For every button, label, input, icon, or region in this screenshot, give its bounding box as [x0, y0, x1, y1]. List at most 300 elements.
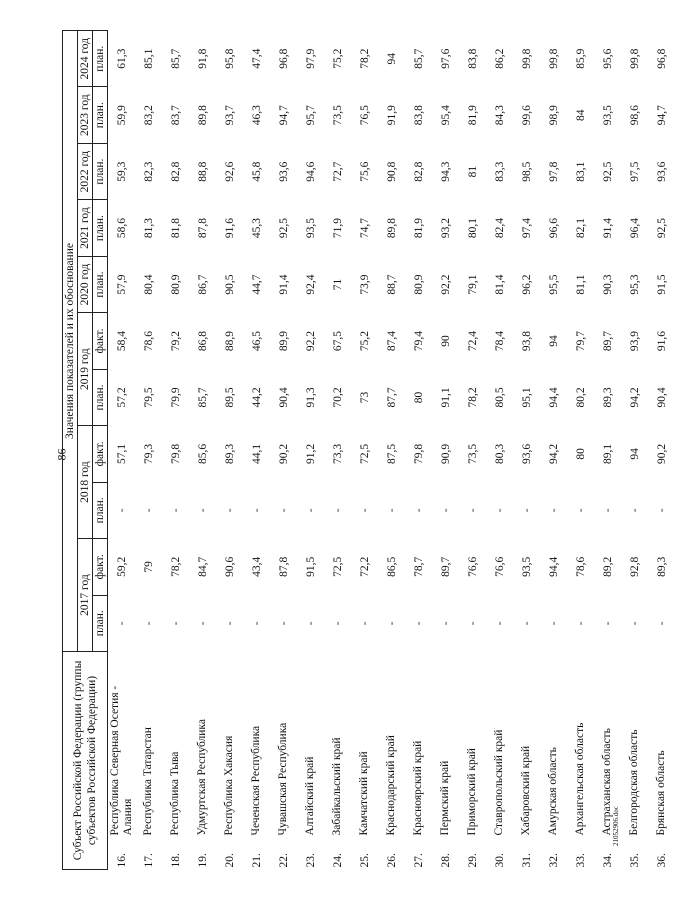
- plan-2022: 59,3: [115, 161, 128, 182]
- subject-name: Чеченская Республика: [250, 725, 262, 836]
- plan-2021: 93,2: [439, 218, 452, 239]
- plan-2022: 98,5: [520, 161, 533, 182]
- fact-2017: 78,7: [412, 556, 425, 577]
- plan-2024: 75,2: [331, 48, 344, 69]
- plan-2020: 96,2: [520, 274, 533, 295]
- plan-2021: 89,8: [385, 218, 398, 239]
- subject-name: Приморский край: [466, 748, 478, 836]
- plan-2018: -: [115, 508, 128, 513]
- plan-2017: -: [520, 621, 533, 626]
- table-row: [432, 31, 459, 870]
- plan-2017: -: [385, 621, 398, 626]
- plan-2023: 83,2: [142, 105, 155, 126]
- row-number: 32.: [547, 853, 560, 868]
- plan-2017: -: [655, 621, 668, 626]
- plan-2024: 83,8: [466, 48, 479, 69]
- header-plan: план.: [93, 200, 108, 256]
- plan-2021: 91,4: [601, 218, 614, 239]
- plan-2019: 91,3: [304, 387, 317, 408]
- header-year: 2021 год: [78, 200, 93, 256]
- plan-2022: 93,6: [277, 161, 290, 182]
- plan-2019: 44,2: [250, 387, 263, 408]
- plan-2019: 91,1: [439, 387, 452, 408]
- subject-name: Брянская область: [655, 750, 667, 836]
- table-row: [135, 31, 162, 870]
- header-year: 2020 год: [78, 256, 93, 312]
- row-number: 33.: [574, 853, 587, 868]
- table-row: [351, 31, 378, 870]
- plan-2020: 91,4: [277, 274, 290, 295]
- fact-2018: 94: [628, 448, 641, 460]
- plan-2022: 83,1: [574, 161, 587, 182]
- plan-2024: 86,2: [493, 48, 506, 69]
- plan-2023: 95,7: [304, 105, 317, 126]
- plan-2021: 87,8: [196, 218, 209, 239]
- row-number: 26.: [385, 853, 398, 868]
- plan-2018: -: [385, 508, 398, 513]
- plan-2018: -: [358, 508, 371, 513]
- plan-2022: 75,6: [358, 161, 371, 182]
- header-year: 2019 год: [78, 313, 93, 426]
- fact-2017: 92,8: [628, 556, 641, 577]
- plan-2021: 91,6: [223, 218, 236, 239]
- plan-2021: 96,6: [547, 218, 560, 239]
- fact-2018: 73,3: [331, 443, 344, 464]
- table-row: [162, 31, 189, 870]
- plan-2019: 90,4: [655, 387, 668, 408]
- plan-2020: 81,1: [574, 274, 587, 295]
- fact-2017: 59,2: [115, 556, 128, 577]
- plan-2021: 92,5: [277, 218, 290, 239]
- plan-2019: 79,9: [169, 387, 182, 408]
- fact-2019: 91,6: [655, 330, 668, 352]
- plan-2022: 72,7: [331, 161, 344, 182]
- plan-2021: 71,9: [331, 218, 344, 239]
- header-plan: план.: [93, 31, 108, 87]
- plan-2024: 91,8: [196, 48, 209, 69]
- plan-2020: 95,3: [628, 274, 641, 295]
- fact-2017: 72,5: [331, 556, 344, 577]
- subject-name: Республика Северная Осетия - Алания: [108, 685, 134, 836]
- table-row: [270, 31, 297, 870]
- plan-2017: -: [358, 621, 371, 626]
- plan-2018: -: [250, 508, 263, 513]
- plan-2020: 90,3: [601, 274, 614, 295]
- fact-2019: 90: [439, 335, 452, 347]
- plan-2020: 88,7: [385, 274, 398, 295]
- row-number: 30.: [493, 853, 506, 868]
- plan-2024: 99,8: [520, 48, 533, 69]
- plan-2024: 85,9: [574, 48, 587, 69]
- plan-2018: -: [547, 508, 560, 513]
- fact-2019: 79,2: [169, 330, 182, 352]
- plan-2019: 80,5: [493, 387, 506, 408]
- subject-name: Амурская область: [547, 747, 559, 836]
- fact-2017: 94,4: [547, 556, 560, 577]
- table-row: [297, 31, 324, 870]
- plan-2023: 73,5: [331, 105, 344, 126]
- plan-2020: 92,4: [304, 274, 317, 295]
- plan-2024: 61,3: [115, 48, 128, 69]
- plan-2020: 73,9: [358, 274, 371, 295]
- plan-2021: 96,4: [628, 218, 641, 239]
- plan-2023: 93,7: [223, 105, 236, 126]
- row-number: 20.: [223, 853, 236, 868]
- plan-2023: 59,9: [115, 105, 128, 126]
- plan-2019: 80: [412, 391, 425, 404]
- plan-2017: -: [547, 621, 560, 626]
- subject-name: Удмуртская Республика: [196, 719, 208, 836]
- subject-name: Республика Татарстан: [142, 727, 154, 836]
- plan-2024: 96,8: [655, 48, 668, 69]
- fact-2018: 85,6: [196, 443, 209, 464]
- plan-2023: 93,5: [601, 105, 614, 126]
- subject-name: Республика Хакасия: [223, 735, 235, 836]
- header-year: 2023 год: [78, 87, 93, 143]
- plan-2021: 82,1: [574, 218, 587, 239]
- plan-2019: 95,1: [520, 387, 533, 408]
- header-fact: факт.: [93, 539, 108, 595]
- plan-2021: 97,4: [520, 218, 533, 239]
- plan-2017: -: [223, 621, 236, 626]
- fact-2019: 93,9: [628, 330, 641, 352]
- plan-2023: 84: [574, 109, 587, 121]
- fact-2017: 78,6: [574, 556, 587, 577]
- plan-2024: 97,9: [304, 48, 317, 69]
- table-row: [216, 31, 243, 870]
- header-year: 2018 год: [78, 426, 93, 539]
- row-number: 18.: [169, 853, 182, 868]
- fact-2019: 88,9: [223, 330, 236, 352]
- plan-2024: 94: [385, 52, 398, 65]
- plan-2022: 45,8: [250, 161, 263, 182]
- plan-2023: 46,3: [250, 105, 263, 126]
- row-number: 24.: [331, 853, 344, 868]
- plan-2022: 83,3: [493, 161, 506, 182]
- plan-2019: 94,4: [547, 387, 560, 408]
- fact-2017: 89,3: [655, 556, 668, 577]
- plan-2024: 96,8: [277, 48, 290, 69]
- fact-2017: 84,7: [196, 556, 209, 577]
- row-number: 36.: [655, 853, 668, 868]
- row-number: 17.: [142, 853, 155, 868]
- plan-2023: 99,6: [520, 105, 533, 126]
- page-number: 86: [54, 448, 69, 461]
- plan-2024: 99,8: [547, 48, 560, 69]
- fact-2018: 44,1: [250, 443, 263, 464]
- fact-2019: 78,4: [493, 330, 506, 352]
- plan-2021: 81,9: [412, 218, 425, 239]
- fact-2018: 90,2: [277, 443, 290, 464]
- fact-2018: 90,9: [439, 443, 452, 464]
- fact-2018: 89,1: [601, 443, 614, 464]
- table-row: [540, 31, 567, 870]
- plan-2022: 94,6: [304, 161, 317, 182]
- header-plan: план.: [93, 256, 108, 312]
- fact-2019: 67,5: [331, 330, 344, 352]
- table-row: [378, 31, 405, 870]
- fact-2018: 80,3: [493, 443, 506, 464]
- table-row: [459, 31, 486, 870]
- plan-2021: 74,7: [358, 218, 371, 239]
- plan-2024: 78,2: [358, 48, 371, 69]
- subject-name: Красноярский край: [412, 740, 424, 836]
- header-subject: Субъект Российской Федерации (группы субъектов Российской Федерации): [63, 651, 108, 869]
- plan-2021: 92,5: [655, 218, 668, 239]
- header-plan: план.: [93, 482, 108, 538]
- fact-2017: 72,2: [358, 556, 371, 577]
- table-row: [324, 31, 351, 870]
- plan-2022: 81: [466, 165, 479, 178]
- plan-2020: 71: [331, 278, 344, 291]
- fact-2017: 78,2: [169, 556, 182, 577]
- table-body: [108, 31, 675, 870]
- fact-2017: 89,7: [439, 556, 452, 577]
- row-number: 23.: [304, 853, 317, 868]
- row-number: 19.: [196, 853, 209, 868]
- plan-2019: 57,2: [115, 387, 128, 408]
- plan-2023: 98,6: [628, 105, 641, 126]
- fact-2017: 76,6: [466, 556, 479, 577]
- plan-2017: -: [115, 621, 128, 626]
- plan-2020: 80,9: [169, 274, 182, 295]
- plan-2019: 73: [358, 391, 371, 404]
- table-row: [486, 31, 513, 870]
- row-number: 29.: [466, 853, 479, 868]
- row-number: 28.: [439, 853, 452, 868]
- fact-2019: 94: [547, 335, 560, 347]
- plan-2023: 94,7: [277, 105, 290, 126]
- table-row: [243, 31, 270, 870]
- plan-2018: -: [601, 508, 614, 513]
- fact-2017: 89,2: [601, 556, 614, 577]
- plan-2019: 85,7: [196, 387, 209, 408]
- plan-2022: 88,8: [196, 161, 209, 182]
- header-fact: факт.: [93, 313, 108, 369]
- fact-2018: 79,8: [412, 443, 425, 464]
- plan-2023: 83,8: [412, 105, 425, 126]
- header-plan: план.: [93, 143, 108, 199]
- plan-2020: 86,7: [196, 274, 209, 295]
- plan-2021: 93,5: [304, 218, 317, 239]
- fact-2019: 79,7: [574, 330, 587, 352]
- fact-2019: 58,4: [115, 330, 128, 352]
- plan-2020: 92,2: [439, 274, 452, 295]
- fact-2019: 92,2: [304, 330, 317, 352]
- subject-name: Хабаровский край: [520, 745, 532, 836]
- plan-2022: 92,5: [601, 161, 614, 182]
- row-number: 34.: [601, 853, 614, 868]
- plan-2021: 81,8: [169, 218, 182, 239]
- subject-name: Белгородская область: [628, 729, 640, 836]
- plan-2017: -: [466, 621, 479, 626]
- fact-2019: 93,8: [520, 330, 533, 352]
- plan-2022: 94,3: [439, 161, 452, 182]
- subject-name: Забайкальский край: [331, 737, 343, 836]
- row-number: 27.: [412, 853, 425, 868]
- subject-name: Астраханская область: [601, 728, 613, 836]
- fact-2018: 79,8: [169, 443, 182, 464]
- plan-2019: 87,7: [385, 387, 398, 408]
- plan-2019: 80,2: [574, 387, 587, 408]
- fact-2019: 87,4: [385, 330, 398, 352]
- table-header: [63, 31, 108, 870]
- fact-2018: 73,5: [466, 443, 479, 464]
- plan-2018: -: [466, 508, 479, 513]
- fact-2018: 91,2: [304, 443, 317, 464]
- table-row: [594, 31, 621, 870]
- fact-2017: 86,5: [385, 556, 398, 577]
- table-row: [567, 31, 594, 870]
- plan-2024: 47,4: [250, 48, 263, 69]
- plan-2018: -: [520, 508, 533, 513]
- plan-2020: 57,9: [115, 274, 128, 295]
- fact-2019: 89,7: [601, 330, 614, 352]
- header-year: 2017 год: [78, 539, 93, 652]
- fact-2018: 93,6: [520, 443, 533, 464]
- indicators-table: [62, 30, 675, 870]
- plan-2018: -: [304, 508, 317, 513]
- row-number: 21.: [250, 853, 263, 868]
- plan-2018: -: [439, 508, 452, 513]
- fact-2018: 90,2: [655, 443, 668, 464]
- plan-2017: -: [412, 621, 425, 626]
- plan-2019: 89,5: [223, 387, 236, 408]
- plan-2023: 95,4: [439, 105, 452, 126]
- plan-2023: 89,8: [196, 105, 209, 126]
- plan-2018: -: [655, 508, 668, 513]
- plan-2019: 89,3: [601, 387, 614, 408]
- fact-2017: 87,8: [277, 556, 290, 577]
- subject-name: Пермский край: [439, 760, 451, 836]
- plan-2019: 70,2: [331, 387, 344, 408]
- subject-name: Архангельская область: [574, 722, 586, 836]
- plan-2020: 80,9: [412, 274, 425, 295]
- fact-2018: 80: [574, 448, 587, 460]
- plan-2020: 90,5: [223, 274, 236, 295]
- plan-2020: 80,4: [142, 274, 155, 295]
- plan-2017: -: [601, 621, 614, 626]
- header-plan: план.: [93, 369, 108, 425]
- plan-2017: -: [142, 621, 155, 626]
- plan-2023: 91,9: [385, 105, 398, 126]
- fact-2018: 57,1: [115, 443, 128, 464]
- plan-2018: -: [142, 508, 155, 513]
- plan-2021: 58,6: [115, 218, 128, 239]
- subject-name: Краснодарский край: [385, 735, 397, 836]
- fact-2017: 90,6: [223, 556, 236, 577]
- header-year: 2024 год: [78, 31, 93, 87]
- plan-2020: 91,5: [655, 274, 668, 295]
- plan-2022: 82,3: [142, 161, 155, 182]
- fact-2018: 94,2: [547, 443, 560, 464]
- plan-2023: 98,9: [547, 105, 560, 126]
- plan-2018: -: [412, 508, 425, 513]
- subject-name: Республика Тыва: [169, 751, 181, 836]
- fact-2018: 72,5: [358, 443, 371, 464]
- plan-2020: 79,1: [466, 274, 479, 295]
- header-plan: план.: [93, 87, 108, 143]
- plan-2024: 85,1: [142, 48, 155, 69]
- row-number: 16.: [115, 853, 128, 868]
- plan-2020: 81,4: [493, 274, 506, 295]
- plan-2022: 82,8: [169, 161, 182, 182]
- plan-2017: -: [304, 621, 317, 626]
- plan-2018: -: [628, 508, 641, 513]
- plan-2023: 76,5: [358, 105, 371, 126]
- plan-2023: 81,9: [466, 105, 479, 126]
- plan-2019: 78,2: [466, 387, 479, 408]
- footer-filename: 21052906.doc: [612, 806, 620, 846]
- plan-2022: 93,6: [655, 161, 668, 182]
- plan-2018: -: [196, 508, 209, 513]
- plan-2017: -: [439, 621, 452, 626]
- plan-2018: -: [277, 508, 290, 513]
- plan-2021: 82,4: [493, 218, 506, 239]
- header-group: Значения показателей и их обоснование: [63, 31, 78, 652]
- plan-2023: 94,7: [655, 105, 668, 126]
- plan-2017: -: [574, 621, 587, 626]
- plan-2024: 85,7: [169, 48, 182, 69]
- fact-2019: 46,5: [250, 330, 263, 352]
- header-year: 2022 год: [78, 143, 93, 199]
- plan-2018: -: [169, 508, 182, 513]
- header-plan: план.: [93, 595, 108, 651]
- plan-2019: 90,4: [277, 387, 290, 408]
- plan-2017: -: [250, 621, 263, 626]
- fact-2017: 43,4: [250, 556, 263, 577]
- fact-2019: 86,8: [196, 330, 209, 352]
- subject-name: Ставропольский край: [493, 729, 505, 836]
- plan-2024: 95,6: [601, 48, 614, 69]
- plan-2017: -: [277, 621, 290, 626]
- plan-2019: 94,2: [628, 387, 641, 408]
- plan-2021: 81,3: [142, 218, 155, 239]
- subject-name: Алтайский край: [304, 756, 316, 836]
- fact-2019: 72,4: [466, 330, 479, 352]
- table-row: [405, 31, 432, 870]
- fact-2019: 79,4: [412, 330, 425, 352]
- row-number: 31.: [520, 853, 533, 868]
- table-row: [189, 31, 216, 870]
- plan-2020: 44,7: [250, 274, 263, 295]
- plan-2018: -: [493, 508, 506, 513]
- header-fact: факт.: [93, 426, 108, 482]
- plan-2017: -: [493, 621, 506, 626]
- fact-2018: 89,3: [223, 443, 236, 464]
- table-row: [621, 31, 648, 870]
- row-number: 35.: [628, 853, 641, 868]
- fact-2017: 79: [142, 561, 155, 573]
- fact-2018: 87,5: [385, 443, 398, 464]
- plan-2024: 85,7: [412, 48, 425, 69]
- plan-2021: 80,1: [466, 218, 479, 239]
- row-number: 22.: [277, 853, 290, 868]
- plan-2024: 95,8: [223, 48, 236, 69]
- fact-2019: 75,2: [358, 330, 371, 352]
- fact-2017: 93,5: [520, 556, 533, 577]
- plan-2017: -: [196, 621, 209, 626]
- table-row: [648, 31, 675, 870]
- plan-2019: 79,5: [142, 387, 155, 408]
- table-row: [108, 31, 136, 870]
- plan-2018: -: [574, 508, 587, 513]
- fact-2017: 91,5: [304, 556, 317, 577]
- subject-name: Камчатский край: [358, 751, 370, 836]
- row-number: 25.: [358, 853, 371, 868]
- plan-2023: 83,7: [169, 105, 182, 126]
- plan-2020: 95,5: [547, 274, 560, 295]
